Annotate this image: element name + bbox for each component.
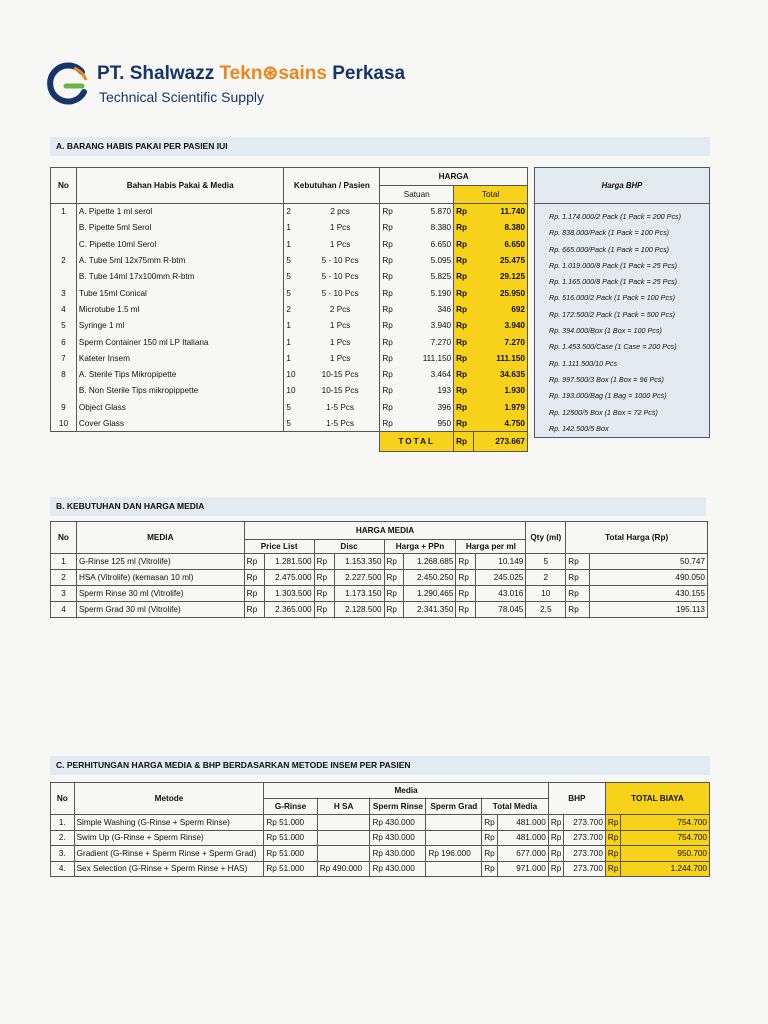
row-ppn: 1.290.465 bbox=[404, 586, 456, 602]
row-currency: Rp bbox=[456, 554, 476, 570]
row-need: 2 Pcs bbox=[329, 304, 351, 314]
bhp-price-item: Rp. 997.500/3 Box (1 Box = 96 Pcs) bbox=[549, 374, 664, 384]
total-label: TOTAL bbox=[380, 432, 454, 452]
row-sperm-rinse: Rp 430.000 bbox=[370, 815, 426, 831]
row-total-biaya: 754.700 bbox=[621, 815, 710, 831]
row-total: 3.940 bbox=[474, 318, 528, 334]
row-item: A. Pipette 1 ml serol bbox=[76, 204, 284, 220]
row-item: Microtube 1.5 ml bbox=[76, 301, 284, 317]
section-b-table bbox=[50, 521, 708, 618]
row-hsa bbox=[317, 846, 370, 862]
row-need: 1 Pcs bbox=[329, 353, 351, 363]
row-hsa: Rp 490.000 bbox=[317, 861, 370, 877]
row-unit-price: 346 bbox=[437, 304, 452, 314]
row-qty: 2 bbox=[526, 570, 566, 586]
row-currency: Rp bbox=[456, 602, 476, 618]
table-row bbox=[51, 318, 528, 334]
row-metode: Swim Up (G-Rinse + Sperm Rinse) bbox=[74, 830, 264, 846]
row-total: 50.747 bbox=[590, 554, 708, 570]
row-item: B. Pipette 5ml Serol bbox=[76, 220, 284, 236]
table-row bbox=[51, 301, 528, 317]
col-media: Media bbox=[264, 783, 548, 799]
row-item: Kateter Insem bbox=[76, 350, 284, 366]
row-item: Syringe 1 ml bbox=[76, 318, 284, 334]
table-row bbox=[51, 554, 708, 570]
row-qty: 5 bbox=[284, 415, 301, 431]
row-qty: 1 bbox=[284, 236, 301, 252]
total-value: 273.667 bbox=[474, 432, 528, 452]
col-total-media: Total Media bbox=[482, 799, 549, 815]
table-row bbox=[51, 252, 528, 268]
row-unit-price: 111.150 bbox=[422, 353, 452, 363]
row-currency: Rp bbox=[605, 815, 620, 831]
row-per-ml: 10.149 bbox=[476, 554, 526, 570]
row-total: 25.475 bbox=[474, 252, 528, 268]
row-no: 8 bbox=[51, 366, 77, 382]
row-total: 34.635 bbox=[474, 366, 528, 382]
row-unit-currency: Rp bbox=[380, 318, 396, 334]
row-qty: 5 bbox=[284, 399, 301, 415]
row-currency: Rp bbox=[314, 602, 334, 618]
row-currency: Rp bbox=[244, 570, 264, 586]
row-no: 2 bbox=[51, 570, 77, 586]
row-grinse: Rp 51.000 bbox=[264, 861, 317, 877]
row-need: 5 - 10 Pcs bbox=[321, 288, 359, 298]
row-total: 430.155 bbox=[590, 586, 708, 602]
table-row bbox=[51, 366, 528, 382]
row-qty: 10 bbox=[526, 586, 566, 602]
row-currency: Rp bbox=[244, 554, 264, 570]
row-currency: Rp bbox=[384, 602, 404, 618]
row-ppn: 2.341.350 bbox=[404, 602, 456, 618]
row-currency: Rp bbox=[548, 830, 563, 846]
bhp-price-item: Rp. 665.000/Pack (1 Pack = 100 Pcs) bbox=[549, 244, 670, 254]
company-name-part2: Tekn bbox=[219, 63, 263, 84]
row-media: Sperm Grad 30 ml (Vitrolife) bbox=[76, 602, 244, 618]
row-unit-price: 5.825 bbox=[430, 272, 452, 282]
row-currency: Rp bbox=[566, 554, 590, 570]
row-item: A. Sterile Tips Mikropipette bbox=[76, 366, 284, 382]
row-sperm-grad bbox=[426, 861, 482, 877]
row-no: 5 bbox=[51, 318, 77, 334]
row-unit-currency: Rp bbox=[380, 285, 396, 301]
row-total-currency: Rp bbox=[454, 252, 474, 268]
col-harga: HARGA bbox=[380, 168, 528, 186]
row-price-list: 2.475.000 bbox=[264, 570, 314, 586]
company-name bbox=[97, 62, 405, 85]
col-no: No bbox=[51, 783, 75, 815]
row-need: 1 Pcs bbox=[329, 239, 351, 249]
row-total: 25.950 bbox=[474, 285, 528, 301]
row-bhp: 273.700 bbox=[564, 830, 606, 846]
row-total: 4.750 bbox=[474, 415, 528, 431]
row-qty: 1 bbox=[284, 318, 301, 334]
row-unit-price: 5.190 bbox=[430, 288, 452, 298]
company-name-part3: sains bbox=[278, 63, 327, 84]
row-item: Cover Glass bbox=[76, 415, 284, 431]
row-currency: Rp bbox=[548, 815, 563, 831]
row-no: 1. bbox=[51, 815, 75, 831]
row-total: 6.650 bbox=[474, 236, 528, 252]
table-row bbox=[51, 350, 528, 366]
row-total-biaya: 1.244.700 bbox=[621, 861, 710, 877]
row-total: 692 bbox=[474, 301, 528, 317]
row-total: 29.125 bbox=[474, 269, 528, 285]
row-no: 4 bbox=[51, 301, 77, 317]
col-disc: Disc bbox=[314, 540, 384, 554]
table-row bbox=[51, 399, 528, 415]
col-need: Kebutuhan / Pasien bbox=[284, 168, 380, 204]
row-item: B. Non Sterile Tips mikropippette bbox=[76, 383, 284, 399]
row-no bbox=[51, 383, 77, 399]
row-unit-currency: Rp bbox=[380, 220, 396, 236]
col-no: No bbox=[51, 168, 77, 204]
row-unit-price: 193 bbox=[437, 386, 452, 396]
row-total-currency: Rp bbox=[454, 318, 474, 334]
row-total: 1.979 bbox=[474, 399, 528, 415]
row-disc: 2.227.500 bbox=[334, 570, 384, 586]
row-need: 1-5 Pcs bbox=[326, 402, 354, 412]
row-total-media: 971.000 bbox=[497, 861, 548, 877]
table-row bbox=[51, 861, 710, 877]
row-total: 7.270 bbox=[474, 334, 528, 350]
row-no: 1 bbox=[51, 554, 77, 570]
row-qty: 5 bbox=[284, 252, 301, 268]
row-qty: 1 bbox=[284, 350, 301, 366]
table-row bbox=[51, 204, 528, 220]
row-need: 2 pcs bbox=[330, 207, 350, 217]
row-total-currency: Rp bbox=[454, 301, 474, 317]
row-bhp: 273.700 bbox=[564, 846, 606, 862]
row-unit-price: 3.940 bbox=[430, 321, 452, 331]
row-total-media: 481.000 bbox=[497, 815, 548, 831]
row-total-currency: Rp bbox=[454, 350, 474, 366]
company-logo-icon bbox=[44, 62, 90, 108]
row-qty: 2 bbox=[284, 204, 301, 220]
row-qty: 10 bbox=[284, 383, 301, 399]
bhp-price-item: Rp. 516.000/2 Pack (1 Pack = 100 Pcs) bbox=[549, 293, 676, 303]
row-currency: Rp bbox=[456, 570, 476, 586]
col-total-harga: Total Harga (Rp) bbox=[566, 522, 708, 554]
row-no bbox=[51, 269, 77, 285]
row-item: Tube 15ml Conical bbox=[76, 285, 284, 301]
row-no: 1 bbox=[51, 204, 77, 220]
row-currency: Rp bbox=[566, 570, 590, 586]
row-item: B. Tube 14ml 17x100mm R-btm bbox=[76, 269, 284, 285]
row-per-ml: 78.045 bbox=[476, 602, 526, 618]
row-total: 111.150 bbox=[474, 350, 528, 366]
col-total: Total bbox=[454, 186, 528, 204]
col-no: No bbox=[51, 522, 77, 554]
row-disc: 1.153.350 bbox=[334, 554, 384, 570]
row-total-currency: Rp bbox=[454, 269, 474, 285]
row-currency: Rp bbox=[384, 570, 404, 586]
row-unit-price: 6.650 bbox=[430, 239, 452, 249]
row-no: 3 bbox=[51, 586, 77, 602]
row-currency: Rp bbox=[244, 586, 264, 602]
row-item: Sperm Container 150 ml LP Italiana bbox=[76, 334, 284, 350]
row-currency: Rp bbox=[456, 586, 476, 602]
section-b-title: B. KEBUTUHAN DAN HARGA MEDIA bbox=[50, 497, 706, 516]
table-row bbox=[51, 269, 528, 285]
row-total-currency: Rp bbox=[454, 220, 474, 236]
bhp-price-item: Rp. 838.000/Pack (1 Pack = 100 Pcs) bbox=[549, 228, 670, 238]
row-price-list: 1.281.500 bbox=[264, 554, 314, 570]
row-need: 1 Pcs bbox=[329, 223, 351, 233]
row-media: Sperm Rinse 30 ml (Vitrolife) bbox=[76, 586, 244, 602]
row-grinse: Rp 51.000 bbox=[264, 815, 317, 831]
table-row bbox=[51, 830, 710, 846]
bhp-price-item: Rp. 172.500/2 Pack (1 Pack = 500 Pcs) bbox=[549, 309, 676, 319]
row-total: 195.113 bbox=[590, 602, 708, 618]
row-currency: Rp bbox=[482, 830, 497, 846]
row-currency: Rp bbox=[548, 861, 563, 877]
row-qty: 2 bbox=[284, 301, 301, 317]
table-row bbox=[51, 334, 528, 350]
table-row bbox=[51, 415, 528, 431]
row-disc: 2.128.500 bbox=[334, 602, 384, 618]
row-qty: 2,5 bbox=[526, 602, 566, 618]
bhp-price-item: Rp. 1.019.000/8 Pack (1 Pack = 25 Pcs) bbox=[549, 260, 678, 270]
col-media: MEDIA bbox=[76, 522, 244, 554]
row-total-currency: Rp bbox=[454, 383, 474, 399]
row-no: 10 bbox=[51, 415, 77, 431]
row-total: 8.380 bbox=[474, 220, 528, 236]
row-total-currency: Rp bbox=[454, 399, 474, 415]
row-unit-currency: Rp bbox=[380, 252, 396, 268]
row-item: A. Tube 5ml 12x75mm R-btm bbox=[76, 252, 284, 268]
row-metode: Sex Selection (G-Rinse + Sperm Rinse + HAS) bbox=[74, 861, 264, 877]
col-sperm-rinse: Sperm Rinse bbox=[370, 799, 426, 815]
row-unit-price: 5.870 bbox=[430, 207, 452, 217]
row-currency: Rp bbox=[605, 861, 620, 877]
row-sperm-grad bbox=[426, 830, 482, 846]
row-item: Object Glass bbox=[76, 399, 284, 415]
row-total-currency: Rp bbox=[454, 415, 474, 431]
row-unit-price: 7.270 bbox=[430, 337, 452, 347]
row-no: 4 bbox=[51, 602, 77, 618]
row-grinse: Rp 51.000 bbox=[264, 830, 317, 846]
row-no: 6 bbox=[51, 334, 77, 350]
row-need: 10-15 Pcs bbox=[321, 386, 359, 396]
row-total-media: 481.000 bbox=[497, 830, 548, 846]
row-unit-price: 5.095 bbox=[430, 256, 452, 266]
col-ppn: Harga + PPn bbox=[384, 540, 456, 554]
row-currency: Rp bbox=[314, 570, 334, 586]
bhp-price-item: Rp. 1.453.500/Case (1 Case = 200 Pcs) bbox=[549, 342, 677, 352]
row-total-currency: Rp bbox=[454, 236, 474, 252]
row-total-currency: Rp bbox=[454, 334, 474, 350]
table-row bbox=[51, 285, 528, 301]
col-bhp: BHP bbox=[548, 783, 605, 815]
row-unit-currency: Rp bbox=[380, 236, 396, 252]
row-item: C. Pipette 10ml Serol bbox=[76, 236, 284, 252]
row-unit-currency: Rp bbox=[380, 204, 396, 220]
row-currency: Rp bbox=[384, 586, 404, 602]
section-a-table bbox=[50, 167, 528, 452]
row-unit-price: 8.380 bbox=[430, 223, 452, 233]
col-sperm-grad: Sperm Grad bbox=[426, 799, 482, 815]
col-total-biaya: TOTAL BIAYA bbox=[605, 783, 709, 815]
table-row bbox=[51, 383, 528, 399]
row-currency: Rp bbox=[482, 861, 497, 877]
row-need: 1 Pcs bbox=[329, 321, 351, 331]
row-no bbox=[51, 220, 77, 236]
row-need: 5 - 10 Pcs bbox=[321, 272, 359, 282]
row-unit-currency: Rp bbox=[380, 366, 396, 382]
section-c-table bbox=[50, 782, 710, 877]
bhp-price-item: Rp. 193.000/Bag (1 Bag = 1000 Pcs) bbox=[549, 391, 667, 401]
row-need: 1-5 Pcs bbox=[326, 418, 354, 428]
company-name-part1: PT. Shalwazz bbox=[97, 63, 215, 84]
col-grinse: G-Rinse bbox=[264, 799, 317, 815]
row-currency: Rp bbox=[482, 846, 497, 862]
bhp-price-item: Rp. 1.165.000/8 Pack (1 Pack = 25 Pcs) bbox=[549, 277, 678, 287]
col-hsa: H SA bbox=[317, 799, 370, 815]
row-total-currency: Rp bbox=[454, 204, 474, 220]
row-qty: 1 bbox=[284, 220, 301, 236]
row-total-media: 677.000 bbox=[497, 846, 548, 862]
row-total: 11.740 bbox=[474, 204, 528, 220]
row-qty: 1 bbox=[284, 334, 301, 350]
row-currency: Rp bbox=[314, 586, 334, 602]
table-row bbox=[51, 602, 708, 618]
table-row bbox=[51, 815, 710, 831]
row-need: 5 - 10 Pcs bbox=[321, 256, 359, 266]
row-disc: 1.173.150 bbox=[334, 586, 384, 602]
row-unit-currency: Rp bbox=[380, 350, 396, 366]
row-qty: 5 bbox=[284, 285, 301, 301]
table-row bbox=[51, 236, 528, 252]
row-no: 2. bbox=[51, 830, 75, 846]
col-metode: Metode bbox=[74, 783, 264, 815]
row-media: G-Rinse 125 ml (Vitrolife) bbox=[76, 554, 244, 570]
row-price-list: 1.303.500 bbox=[264, 586, 314, 602]
bhp-price-item: Rp. 394.000/Box (1 Box = 100 Pcs) bbox=[549, 326, 662, 336]
row-total-currency: Rp bbox=[454, 285, 474, 301]
row-unit-currency: Rp bbox=[380, 415, 396, 431]
section-a-title: A. BARANG HABIS PAKAI PER PASIEN IUI bbox=[50, 137, 710, 156]
row-unit-currency: Rp bbox=[380, 334, 396, 350]
row-need: 10-15 Pcs bbox=[321, 370, 359, 380]
atom-icon: ⊛ bbox=[262, 63, 279, 84]
bhp-price-item: Rp. 1.174.000/2 Pack (1 Pack = 200 Pcs) bbox=[549, 212, 682, 221]
row-per-ml: 43.016 bbox=[476, 586, 526, 602]
table-row bbox=[51, 846, 710, 862]
row-currency: Rp bbox=[566, 602, 590, 618]
row-bhp: 273.700 bbox=[564, 861, 606, 877]
row-ppn: 2.450.250 bbox=[404, 570, 456, 586]
company-name-part4: Perkasa bbox=[332, 63, 406, 84]
row-unit-price: 3.464 bbox=[430, 370, 452, 380]
row-qty: 10 bbox=[284, 366, 301, 382]
row-metode: Simple Washing (G-Rinse + Sperm Rinse) bbox=[74, 815, 264, 831]
col-per-ml: Harga per ml bbox=[456, 540, 526, 554]
row-sperm-grad bbox=[426, 815, 482, 831]
col-harga-media: HARGA MEDIA bbox=[244, 522, 526, 540]
row-no: 2 bbox=[51, 252, 77, 268]
row-total: 490.050 bbox=[590, 570, 708, 586]
col-price-list: Price List bbox=[244, 540, 314, 554]
row-sperm-rinse: Rp 430.000 bbox=[370, 861, 426, 877]
bhp-header: Harga BHP bbox=[535, 168, 709, 204]
bhp-price-item: Rp. 12500/5 Box (1 Box = 72 Pcs) bbox=[549, 407, 658, 417]
row-unit-currency: Rp bbox=[380, 301, 396, 317]
row-total-currency: Rp bbox=[454, 366, 474, 382]
row-currency: Rp bbox=[482, 815, 497, 831]
row-no bbox=[51, 236, 77, 252]
row-unit-currency: Rp bbox=[380, 399, 396, 415]
row-qty: 5 bbox=[284, 269, 301, 285]
table-row bbox=[51, 570, 708, 586]
row-per-ml: 245.025 bbox=[476, 570, 526, 586]
row-no: 3 bbox=[51, 285, 77, 301]
row-no: 7 bbox=[51, 350, 77, 366]
table-row bbox=[51, 220, 528, 236]
total-rp: Rp bbox=[454, 432, 474, 452]
row-hsa bbox=[317, 830, 370, 846]
row-currency: Rp bbox=[566, 586, 590, 602]
row-unit-currency: Rp bbox=[380, 269, 396, 285]
row-currency: Rp bbox=[384, 554, 404, 570]
row-sperm-grad: Rp 196.000 bbox=[426, 846, 482, 862]
row-unit-currency: Rp bbox=[380, 383, 396, 399]
row-ppn: 1.268.685 bbox=[404, 554, 456, 570]
row-currency: Rp bbox=[605, 830, 620, 846]
row-media: HSA (Vitrolife) (kemasan 10 ml) bbox=[76, 570, 244, 586]
bhp-price-panel bbox=[534, 167, 710, 438]
row-currency: Rp bbox=[548, 846, 563, 862]
row-metode: Gradient (G-Rinse + Sperm Rinse + Sperm Grad) bbox=[74, 846, 264, 862]
row-price-list: 2.365.000 bbox=[264, 602, 314, 618]
row-unit-price: 950 bbox=[437, 418, 452, 428]
row-bhp: 273.700 bbox=[564, 815, 606, 831]
row-currency: Rp bbox=[605, 846, 620, 862]
table-row bbox=[51, 586, 708, 602]
row-qty: 5 bbox=[526, 554, 566, 570]
bhp-price-item: Rp. 1.111.500/10 Pcs bbox=[549, 358, 618, 368]
section-c-title: C. PERHITUNGAN HARGA MEDIA & BHP BERDASARKAN METODE INSEM PER PASIEN bbox=[50, 756, 710, 775]
bhp-price-item: Rp. 142.500/5 Box bbox=[549, 423, 609, 433]
row-total-biaya: 754.700 bbox=[621, 830, 710, 846]
row-total: 1.930 bbox=[474, 383, 528, 399]
row-hsa bbox=[317, 815, 370, 831]
row-no: 4. bbox=[51, 861, 75, 877]
row-need: 1 Pcs bbox=[329, 337, 351, 347]
row-currency: Rp bbox=[314, 554, 334, 570]
row-sperm-rinse: Rp 430.000 bbox=[370, 846, 426, 862]
col-qty: Qty (ml) bbox=[526, 522, 566, 554]
col-item: Bahan Habis Pakai & Media bbox=[76, 168, 284, 204]
row-unit-price: 396 bbox=[437, 402, 452, 412]
row-currency: Rp bbox=[244, 602, 264, 618]
row-no: 3. bbox=[51, 846, 75, 862]
row-sperm-rinse: Rp 430.000 bbox=[370, 830, 426, 846]
company-tagline: Technical Scientific Supply bbox=[99, 89, 264, 105]
row-grinse: Rp 51.000 bbox=[264, 846, 317, 862]
row-no: 9 bbox=[51, 399, 77, 415]
col-satuan: Satuan bbox=[380, 186, 454, 204]
row-total-biaya: 950.700 bbox=[621, 846, 710, 862]
